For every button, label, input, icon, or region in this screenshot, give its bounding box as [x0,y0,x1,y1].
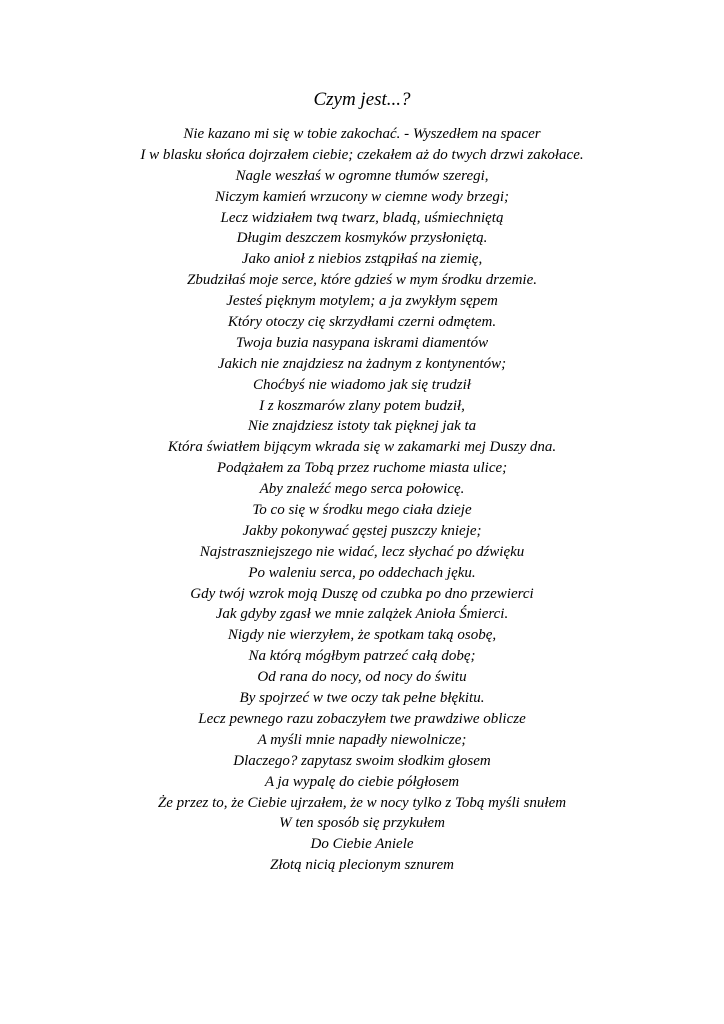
poem-line: Od rana do nocy, od nocy do świtu [257,669,467,686]
poem-line: Że przez to, że Ciebie ujrzałem, że w nocy tylko z Tobą myśli snułem [157,794,567,811]
poem-line: Aby znaleźć mego serca połowicę. [259,481,465,498]
poem-line: Po waleniu serca, po oddechach jęku. [248,564,476,581]
poem-line: Lecz pewnego razu zobaczyłem twe prawdziwe oblicze [198,710,526,727]
poem-line: Choćbyś nie wiadomo jak się trudził [253,376,471,393]
poem-line: Jako anioł z niebios zstąpiłaś na ziemię, [241,251,483,268]
poem-line: Nie znajdziesz istoty tak pięknej jak ta [247,418,477,435]
poem-line: By spojrzeć w twe oczy tak pełne błękitu. [239,690,485,707]
poem-line: Nagle weszłaś w ogromne tłumów szeregi, [235,167,489,184]
poem-line: A ja wypalę do ciebie półgłosem [264,773,460,790]
poem-line: Niczym kamień wrzucony w ciemne wody brzegi; [214,188,510,205]
poem-line: Jesteś pięknym motylem; a ja zwykłym sępem [226,293,498,310]
poem-line: Zbudziłaś moje serce, które gdzieś w mym środku drzemie. [187,272,537,289]
poem-line: Złotą nicią plecionym sznurem [269,857,454,874]
poem-line: Do Ciebie Aniele [310,836,414,853]
poem-line: Nie kazano mi się w tobie zakochać. - Wyszedłem na spacer [183,126,541,142]
poem-line: Twoja buzia nasypana iskrami diamentów [235,334,489,351]
poem-line: Na którą mógłbym patrzeć całą dobę; [248,648,476,665]
poem-line: Jakby pokonywać gęstej puszczy knieje; [242,522,482,539]
poem-line: Dlaczego? zapytasz swoim słodkim głosem [233,752,491,769]
poem-line: Lecz widziałem twą twarz, bladą, uśmiechniętą [220,209,504,226]
poem-line: Podążałem za Tobą przez ruchome miasta ulice; [216,460,508,477]
poem-line: I z koszmarów zlany potem budził, [259,397,465,414]
poem-line: Gdy twój wzrok moją Duszę od czubka po dno przewierci [190,585,534,602]
poem-line: To co się w środku mego ciała dzieje [252,502,472,519]
poem-line: W ten sposób się przykułem [279,815,445,832]
poem-line: Która światłem bijącym wkrada się w zakamarki mej Duszy dna. [167,439,557,456]
poem-line: Który otoczy cię skrzydłami czerni odmętem. [227,314,497,331]
poem-line: Nigdy nie wierzyłem, że spotkam taką osobę, [227,627,497,644]
poem-line: Jakich nie znajdziesz na żadnym z kontynentów; [217,355,507,372]
poem-line: I w blasku słońca dojrzałem ciebie; czekałem aż do twych drzwi zakołace. [140,146,584,163]
poem-body [0,124,724,876]
poem-line: A myśli mnie napadły niewolnicze; [257,731,467,748]
poem-line: Najstraszniejszego nie widać, lecz słychać po dźwięku [199,543,525,560]
poem-line: Jak gdyby zgasł we mnie zalążek Anioła Śmierci. [215,606,509,623]
poem-title: Czym jest...? [313,89,411,110]
poem-line: Długim deszczem kosmyków przysłoniętą. [236,230,488,247]
